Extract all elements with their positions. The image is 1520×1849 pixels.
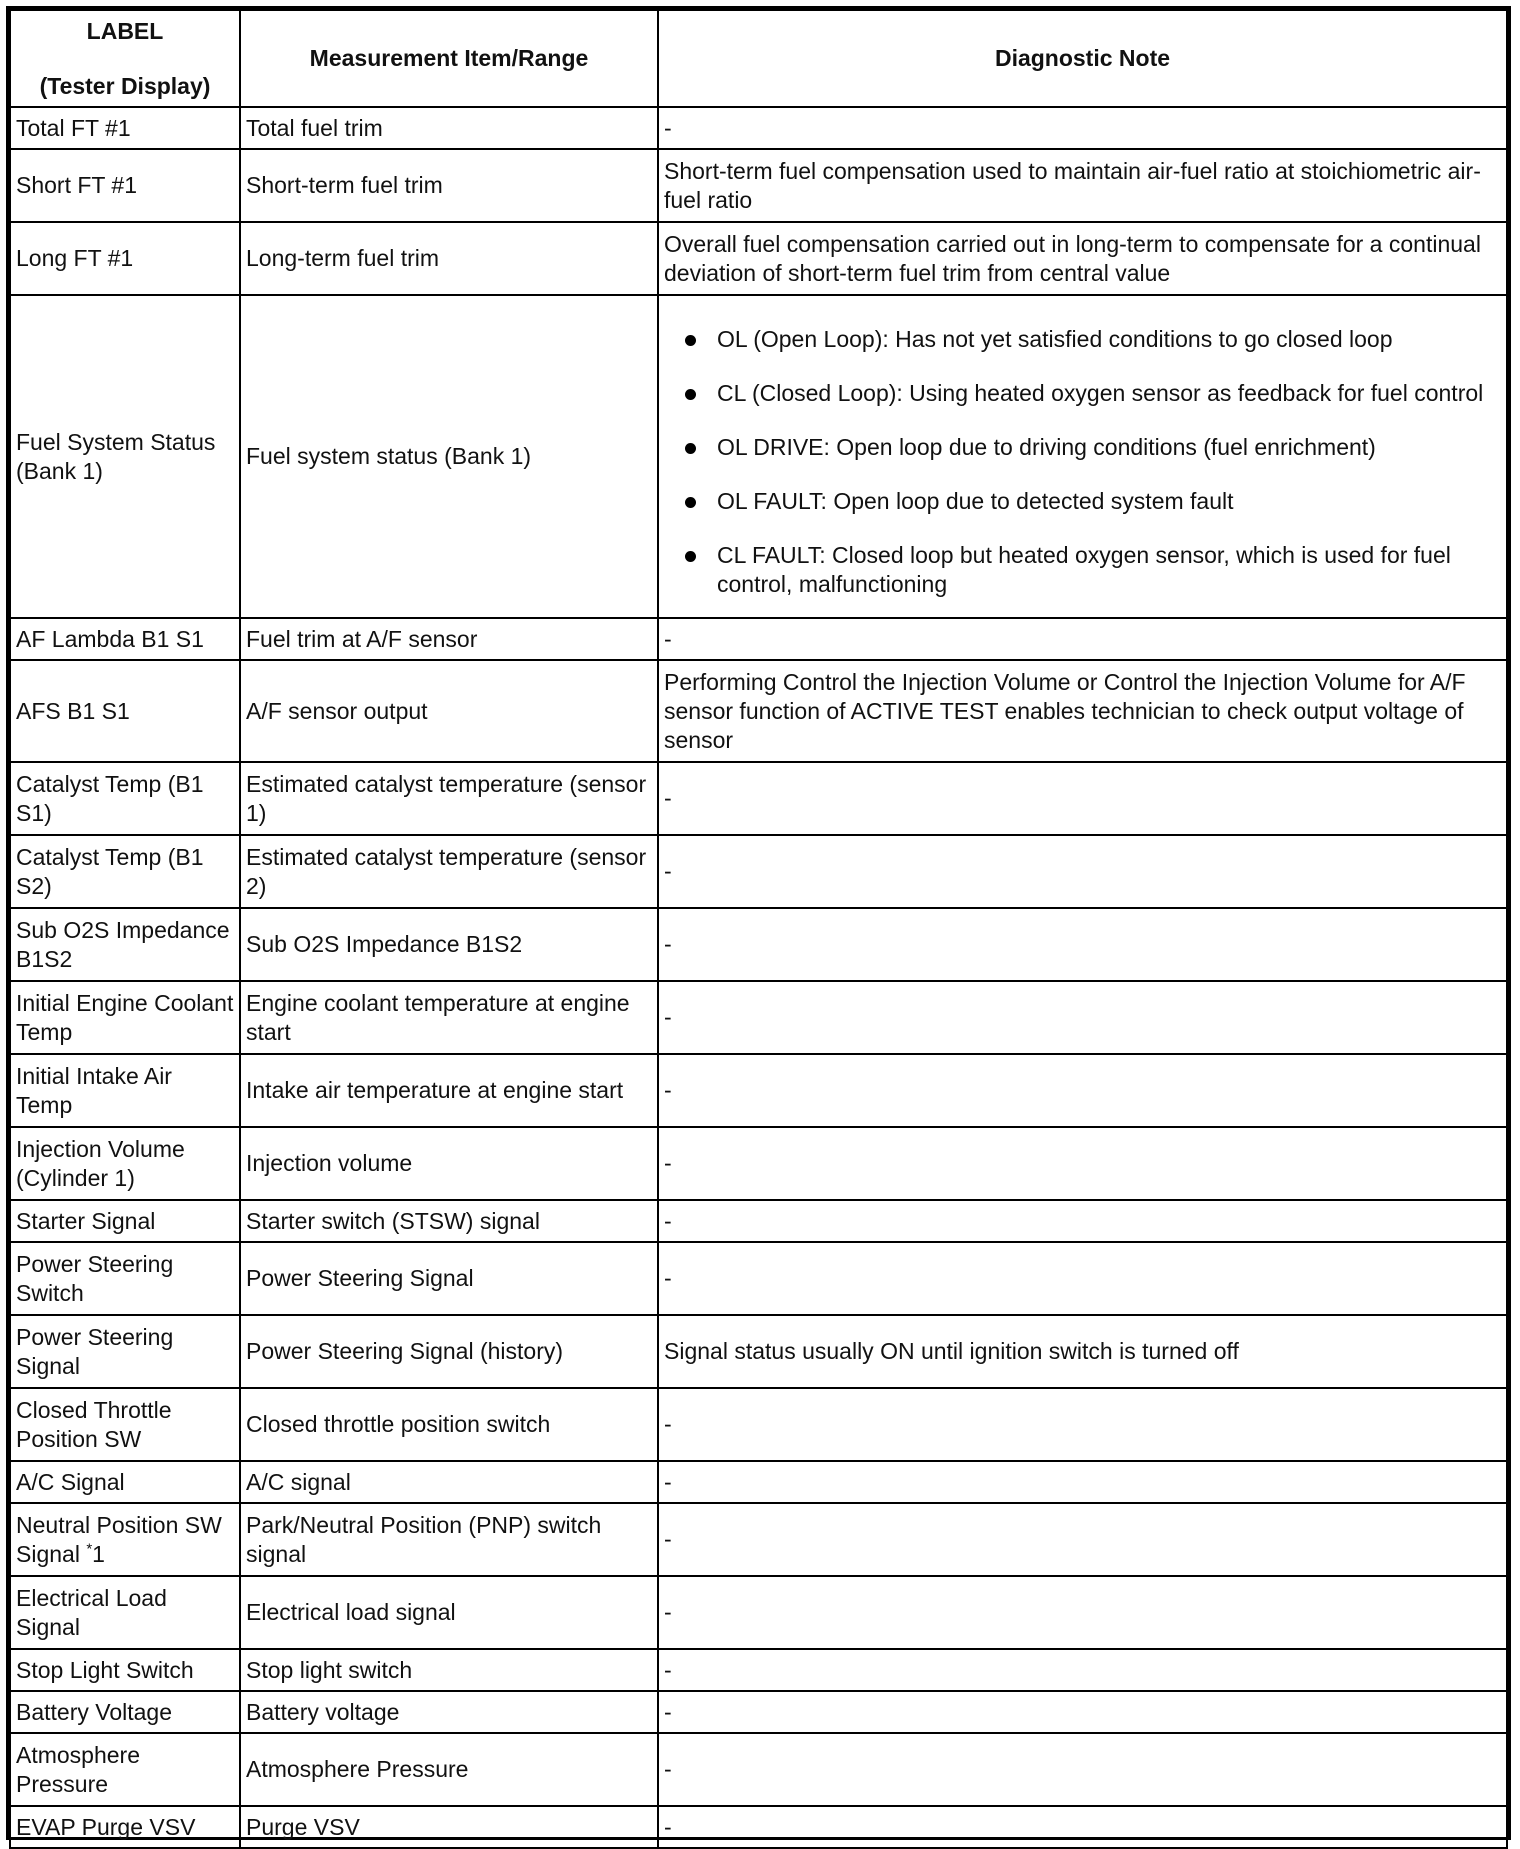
cell-diagnostic-note: - (658, 1242, 1507, 1315)
cell-diagnostic-note: - (658, 1503, 1507, 1576)
cell-label (10, 1649, 240, 1691)
table-row (10, 1806, 1507, 1848)
cell-diagnostic-note: - (658, 835, 1507, 908)
label-text: Power Steering Signal (16, 1323, 174, 1379)
cell-label (10, 1388, 240, 1461)
cell-diagnostic-note: - (658, 1576, 1507, 1649)
cell-label (10, 222, 240, 295)
cell-measurement: Fuel system status (Bank 1) (240, 295, 658, 618)
label-text: Total FT #1 (16, 114, 131, 141)
cell-label (10, 660, 240, 762)
table-row (10, 295, 1507, 618)
table-row (10, 1733, 1507, 1806)
table-row (10, 149, 1507, 222)
label-text: AFS B1 S1 (16, 697, 130, 724)
cell-label (10, 618, 240, 660)
cell-diagnostic-note: - (658, 1649, 1507, 1691)
label-text: Initial Intake Air Temp (16, 1062, 172, 1118)
table-row (10, 762, 1507, 835)
cell-measurement: Closed throttle position switch (240, 1388, 658, 1461)
label-text: Short FT #1 (16, 172, 138, 198)
cell-label (10, 1054, 240, 1127)
label-text: Stop Light Switch (16, 1656, 194, 1683)
label-text: Atmosphere Pressure (16, 1741, 141, 1797)
table-row (10, 1691, 1507, 1733)
note-list-text: OL FAULT: Open loop due to detected system fault (717, 487, 1234, 514)
cell-measurement: Electrical load signal (240, 1576, 658, 1649)
table-row (10, 908, 1507, 981)
data-list-table-frame (6, 6, 1511, 1840)
label-text: A/C Signal (16, 1468, 125, 1495)
cell-measurement: Long-term fuel trim (240, 222, 658, 295)
header-label-line1: LABEL (86, 17, 164, 44)
label-text: Fuel System Status (Bank 1) (16, 428, 216, 484)
table-row (10, 1200, 1507, 1242)
label-text: Sub O2S Impedance B1S2 (16, 916, 230, 972)
label-text: Closed Throttle Position SW (16, 1396, 172, 1452)
header-measurement: Measurement Item/Range (240, 10, 658, 107)
label-text: Catalyst Temp (B1 S2) (16, 843, 204, 899)
bullet-icon (685, 497, 696, 508)
table-row (10, 1576, 1507, 1649)
note-list-item (664, 379, 1501, 408)
note-list (664, 325, 1501, 599)
table-row (10, 1315, 1507, 1388)
cell-label (10, 762, 240, 835)
note-list-item (664, 433, 1501, 462)
cell-diagnostic-note: - (658, 1127, 1507, 1200)
header-label-line2: (Tester Display) (39, 72, 211, 99)
cell-measurement: Starter switch (STSW) signal (240, 1200, 658, 1242)
cell-diagnostic-note: - (658, 107, 1507, 149)
table-row (10, 1054, 1507, 1127)
footnote-number: 1 (92, 1540, 105, 1567)
table-row (10, 1127, 1507, 1200)
cell-measurement: Atmosphere Pressure (240, 1733, 658, 1806)
cell-measurement: Sub O2S Impedance B1S2 (240, 908, 658, 981)
cell-diagnostic-note: - (658, 618, 1507, 660)
label-text: Electrical Load Signal (16, 1584, 167, 1640)
table-row (10, 1649, 1507, 1691)
cell-measurement: Short-term fuel trim (240, 149, 658, 222)
table-row (10, 660, 1507, 762)
label-text: Starter Signal (16, 1207, 156, 1234)
table-row (10, 222, 1507, 295)
note-list-text: CL (Closed Loop): Using heated oxygen sensor as feedback for fuel control (717, 379, 1484, 406)
bullet-icon (685, 551, 696, 562)
label-text: Long FT #1 (16, 245, 134, 271)
cell-label (10, 107, 240, 149)
cell-label (10, 1503, 240, 1576)
table-row (10, 1461, 1507, 1503)
table-row (10, 1388, 1507, 1461)
cell-diagnostic-note: - (658, 908, 1507, 981)
cell-measurement: Total fuel trim (240, 107, 658, 149)
label-text: AF Lambda B1 S1 (16, 625, 204, 652)
cell-measurement: Estimated catalyst temperature (sensor 1) (240, 762, 658, 835)
cell-label (10, 1127, 240, 1200)
cell-diagnostic-note: Short-term fuel compensation used to maintain air-fuel ratio at stoichiometric air-fuel ratio (658, 149, 1507, 222)
cell-label (10, 1576, 240, 1649)
cell-measurement: Stop light switch (240, 1649, 658, 1691)
cell-label (10, 1691, 240, 1733)
cell-measurement: Power Steering Signal (history) (240, 1315, 658, 1388)
cell-label (10, 1806, 240, 1848)
cell-label (10, 1242, 240, 1315)
bullet-icon (685, 335, 696, 346)
label-text: Initial Engine Coolant Temp (16, 989, 234, 1045)
header-row (10, 10, 1507, 107)
cell-diagnostic-note: Signal status usually ON until ignition switch is turned off (658, 1315, 1507, 1388)
cell-diagnostic-note: Overall fuel compensation carried out in long-term to compensate for a continual deviation of short-term fuel trim from central value (658, 222, 1507, 295)
cell-label (10, 1200, 240, 1242)
bullet-icon (685, 443, 696, 454)
cell-measurement: A/C signal (240, 1461, 658, 1503)
cell-diagnostic-note: - (658, 1461, 1507, 1503)
cell-measurement: A/F sensor output (240, 660, 658, 762)
cell-diagnostic-note: - (658, 1200, 1507, 1242)
cell-measurement: Power Steering Signal (240, 1242, 658, 1315)
cell-diagnostic-note: - (658, 1806, 1507, 1848)
cell-label (10, 149, 240, 222)
label-text: EVAP Purge VSV (16, 1813, 196, 1840)
cell-label (10, 1315, 240, 1388)
label-text: Power Steering Switch (16, 1250, 174, 1306)
table-row (10, 981, 1507, 1054)
label-text: Catalyst Temp (B1 S1) (16, 770, 204, 826)
table-row (10, 107, 1507, 149)
note-list-text: OL (Open Loop): Has not yet satisfied conditions to go closed loop (717, 325, 1393, 352)
cell-measurement: Battery voltage (240, 1691, 658, 1733)
cell-label (10, 1461, 240, 1503)
header-label (10, 10, 240, 107)
footnote-marker: * (86, 1539, 93, 1557)
bullet-icon (685, 389, 696, 400)
cell-diagnostic-note: - (658, 981, 1507, 1054)
note-list-item (664, 325, 1501, 354)
cell-measurement: Injection volume (240, 1127, 658, 1200)
header-diagnostic-note: Diagnostic Note (658, 10, 1507, 107)
label-text: Battery Voltage (16, 1698, 172, 1725)
cell-measurement: Intake air temperature at engine start (240, 1054, 658, 1127)
cell-label (10, 1733, 240, 1806)
data-list-table (9, 9, 1508, 1849)
note-list-text: CL FAULT: Closed loop but heated oxygen sensor, which is used for fuel control, malfunctioning (717, 541, 1451, 597)
cell-diagnostic-note (658, 295, 1507, 618)
cell-diagnostic-note: Performing Control the Injection Volume or Control the Injection Volume for A/F sensor function of ACTIVE TEST enables technician to check output voltage of sensor (658, 660, 1507, 762)
cell-label (10, 908, 240, 981)
cell-diagnostic-note: - (658, 1388, 1507, 1461)
cell-measurement: Estimated catalyst temperature (sensor 2) (240, 835, 658, 908)
table-row (10, 618, 1507, 660)
note-list-item (664, 541, 1501, 599)
note-list-text: OL DRIVE: Open loop due to driving conditions (fuel enrichment) (717, 433, 1376, 460)
cell-diagnostic-note: - (658, 1733, 1507, 1806)
cell-label (10, 295, 240, 618)
table-row (10, 1503, 1507, 1576)
cell-diagnostic-note: - (658, 762, 1507, 835)
cell-label (10, 835, 240, 908)
cell-diagnostic-note: - (658, 1054, 1507, 1127)
cell-diagnostic-note: - (658, 1691, 1507, 1733)
label-text: Injection Volume (Cylinder 1) (16, 1135, 185, 1191)
cell-measurement: Purge VSV (240, 1806, 658, 1848)
label-text: Neutral Position SW Signal (16, 1511, 222, 1567)
note-list-item (664, 487, 1501, 516)
cell-label (10, 981, 240, 1054)
cell-measurement: Fuel trim at A/F sensor (240, 618, 658, 660)
table-row (10, 1242, 1507, 1315)
cell-measurement: Engine coolant temperature at engine start (240, 981, 658, 1054)
cell-measurement: Park/Neutral Position (PNP) switch signal (240, 1503, 658, 1576)
table-row (10, 835, 1507, 908)
